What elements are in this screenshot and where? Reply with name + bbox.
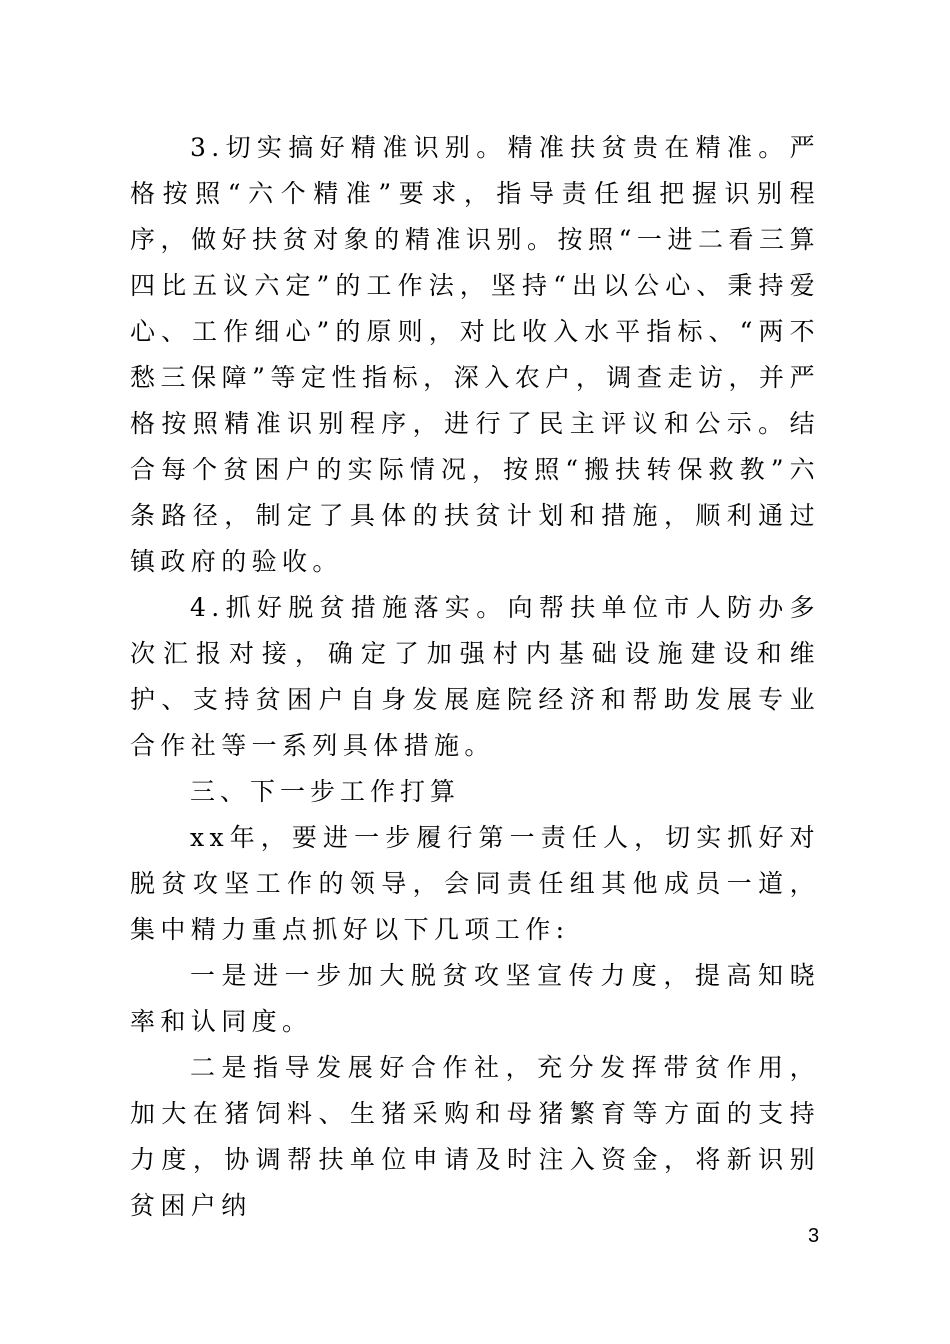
paragraph-poverty-measures: 4.抓好脱贫措施落实。向帮扶单位市人防办多次汇报对接，确定了加强村内基础设施建设和维护、支持贫困户自身发展庭院经济和帮助发展专业合作社等一系列具体措施。 [130, 593, 820, 760]
paragraph-item-one: 一是进一步加大脱贫攻坚宣传力度，提高知晓率和认同度。 [130, 961, 820, 1036]
paragraph-precise-identification: 3.切实搞好精准识别。精准扶贫贵在精准。严格按照“六个精准”要求，指导责任组把握识别程序，做好扶贫对象的精准识别。按照“一进二看三算四比五议六定”的工作法，坚持“出以公心、秉持爱心、工作细心”的原则，对比收入水平指标、“两不愁三保障”等定性指标，深入农户，调查走访，并严格按照精准识别程序，进行了民主评议和公示。结合每个贫困户的实际情况，按照“搬扶转保救教”六条路径，制定了具体的扶贫计划和措施，顺利通过镇政府的验收。 [130, 133, 820, 576]
page-number: 3 [808, 1225, 820, 1247]
section-heading: 三、下一步工作打算 [190, 777, 461, 806]
paragraph-item-two: 二是指导发展好合作社，充分发挥带贫作用，加大在猪饲料、生猪采购和母猪繁育等方面的支持力度，协调帮扶单位申请及时注入资金，将新识别贫困户纳 [130, 1053, 820, 1220]
document-body [130, 125, 820, 1229]
paragraph-next-year-plan: xx年，要进一步履行第一责任人，切实抓好对脱贫攻坚工作的领导，会同责任组其他成员一道，集中精力重点抓好以下几项工作: [130, 823, 820, 944]
